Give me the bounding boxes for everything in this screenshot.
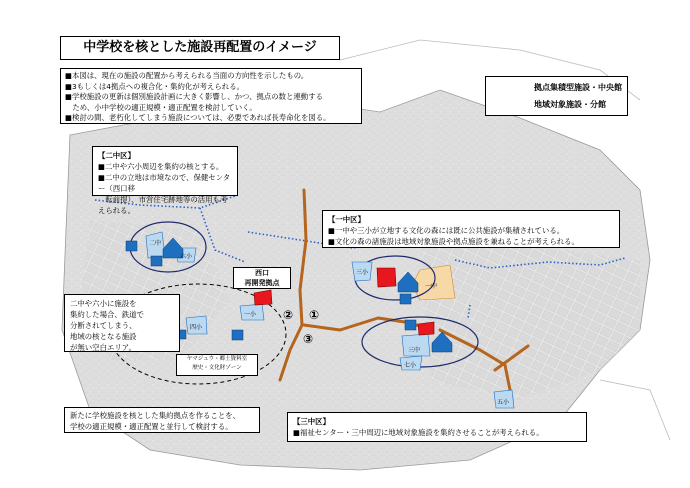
legend-row-hub — [490, 80, 623, 97]
legend — [485, 76, 628, 116]
hub-facility-icchu — [377, 268, 396, 287]
blank-area-note — [64, 294, 180, 352]
district1-line: ■文化の森の諸施設は地域対象施設や拠点施設を兼ねることが考えられる。 — [328, 237, 579, 246]
page-title: 中学校を核とした施設再配置のイメージ — [60, 36, 340, 60]
map-label-issho: 一小 — [244, 311, 257, 318]
map-label-gosho: 五小 — [497, 399, 510, 406]
outer-contour-2 — [600, 380, 670, 440]
map-label-yonsho: 四小 — [190, 324, 203, 331]
nishiguchi-line: 西口 — [255, 269, 269, 277]
blank-area-note-line: 二中や六小に施設を — [70, 299, 137, 308]
district2-box — [92, 146, 238, 215]
district2-line: ■二中の立地は市境なので、保健センター（西口移 — [98, 173, 231, 193]
district1-heading: 【一中区】 — [328, 215, 365, 224]
blank-area-note-line: 集約した場合、鉄道で — [70, 310, 144, 319]
note-line: ■学校施設の更新は個別施設計画に大きく影響し、かつ、拠点の数と連動する — [65, 92, 323, 102]
nishiguchi-line: 再開発拠点 — [244, 279, 280, 287]
overview-notes — [60, 68, 362, 124]
route-number-3: ③ — [303, 332, 314, 346]
map-label-icchu: 一中 — [425, 283, 438, 290]
note-line: ■本図は、現在の施設の配置から考えられる当面の方向性を示したもの。 — [65, 71, 309, 80]
map-label-sanchu: 三中 — [408, 347, 421, 354]
note-line: ため、小中学校の適正規模・適正配置を検討していく。 — [65, 102, 257, 112]
route-number-2: ② — [283, 308, 294, 322]
legend-hub-label: 拠点集積型施設・中央館 — [534, 83, 622, 92]
note-line: ■検討の間、老朽化してしまう施設については、必要であれば長寿命化を図る。 — [65, 113, 331, 123]
new-hub-note-line: 学校の適正規模・適正配置と並行して検討する。 — [70, 422, 233, 431]
district3-box — [287, 412, 587, 442]
hub-facility-sanchu — [418, 322, 434, 335]
district2-line: 転前提）、市営住宅跡地等の活用も考えられる。 — [98, 195, 228, 215]
nishiguchi-label — [233, 267, 291, 289]
hub-facility-nishiguchi — [254, 290, 272, 305]
legend-row-branch — [490, 97, 623, 114]
map-label-sansho: 三小 — [356, 269, 369, 276]
city-area-east — [420, 240, 640, 400]
district1-line: ■一中や三小が立地する文化の森には既に公共施設が集積されている。 — [328, 226, 565, 235]
district3-heading: 【三中区】 — [293, 417, 330, 426]
map-label-nichu: 二中 — [149, 240, 162, 247]
blank-area-note-line: 分断されてしまう、 — [70, 321, 137, 330]
district2-line: ■二中や六小周辺を集約の核とする。 — [98, 162, 224, 171]
map-label-rokusho: 六小 — [180, 253, 193, 260]
history-zone-label — [176, 354, 258, 376]
blank-area-note-line: が無い空白エリア。 — [70, 343, 136, 352]
history-zone-line: 歴史・文化財ゾーン — [192, 365, 242, 371]
district1-box — [322, 210, 620, 248]
new-hub-note-line: 新たに学校施設を核とした集約拠点を作ることを、 — [70, 411, 240, 420]
district2-heading: 【二中区】 — [98, 151, 135, 160]
route-number-1: ① — [309, 308, 320, 322]
blank-area-note-line: 地域の核となる施設 — [70, 332, 137, 341]
district3-line: ■福祉センター・三中周辺に地域対象施設を集約させることが考えられる。 — [293, 428, 544, 437]
legend-branch-label: 地域対象施設・分館 — [534, 100, 606, 109]
note-line: ■3もしくは4拠点への複合化・集約化が考えられる。 — [65, 81, 244, 91]
history-zone-line: ヤマジュウ・郷土資料室 — [186, 356, 248, 362]
new-hub-note — [64, 407, 260, 433]
map-label-nanasho: 七小 — [404, 362, 417, 369]
